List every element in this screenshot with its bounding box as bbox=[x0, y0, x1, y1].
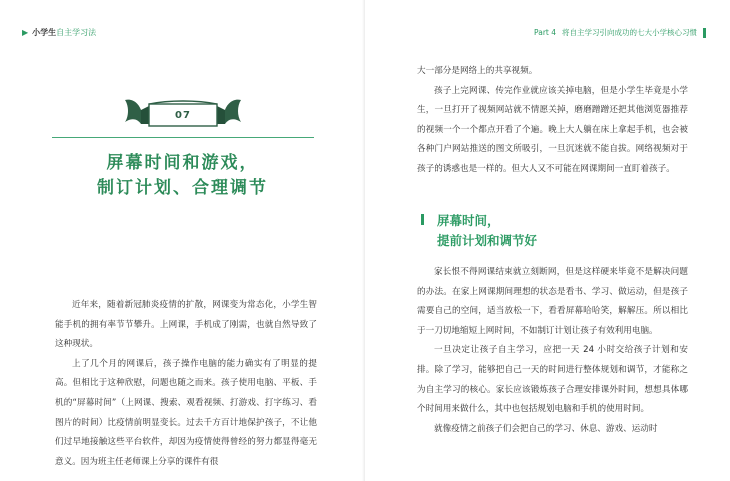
triangle-right-icon: ▶ bbox=[22, 28, 29, 37]
paragraph: 大一部分是网络上的共享视频。 bbox=[417, 66, 538, 76]
chapter-title-line-2: 制订计划、合理调节 bbox=[97, 178, 268, 198]
running-header-left bbox=[22, 27, 96, 38]
left-body-text bbox=[55, 296, 317, 472]
vertical-bar-icon bbox=[703, 28, 706, 38]
paragraph: 一旦决定让孩子自主学习，应把一天 24 小时交给孩子计划和安排。除了学习，能够把自己一天的时间进行整体规划和调节，才能称之为自主学习的核心。家长应该锻炼孩子合理安排课外时间，想想具体哪个时间用来做什么，其中也包括规划电脑和手机的使用时间。 bbox=[417, 345, 688, 415]
header-part-title: 将自主学习引向成功的七大小学核心习惯 bbox=[562, 28, 697, 37]
paragraph: 就像疫情之前孩子们会把自己的学习、休息、游戏、运动时 bbox=[434, 423, 658, 434]
section-heading-line-1: 屏幕时间， bbox=[437, 213, 500, 228]
paragraph: 近年来，随着新冠肺炎疫情的扩散，网课变为常态化，小学生智能手机的拥有率节节攀升。上网课，手机成了刚需，也就自然导致了这种现状。 bbox=[55, 300, 317, 350]
vertical-bar-icon bbox=[421, 214, 424, 225]
chapter-divider bbox=[52, 137, 314, 138]
paragraph: 孩子上完网课、传完作业就应该关掉电脑，但是小学生毕竟是小学生，一旦打开了视频网站就不情愿关掉，磨磨蹭蹭还把其他浏览器推荐的视频一个一个都点开看了个遍。晚上大人躺在床上拿起手机，也会被各种门户网站推送的图文所吸引，一旦沉迷就不能自拔。网络视频对于孩子的诱惑也是一样的。但大人又不可能在网课期间一直盯着孩子。 bbox=[417, 85, 688, 174]
chapter-number: 07 bbox=[175, 110, 191, 121]
right-page bbox=[365, 0, 730, 481]
header-part-label: Part 4 bbox=[534, 28, 556, 37]
right-body-text-top bbox=[417, 62, 688, 180]
chapter-title-line-1: 屏幕时间和游戏， bbox=[106, 153, 259, 173]
section-heading-line-2: 提前计划和调节好 bbox=[437, 233, 538, 248]
header-book-label-strong: 小学生 bbox=[32, 28, 57, 37]
paragraph: 上了几个月的网课后，孩子操作电脑的能力确实有了明显的提高。但相比于这种欣慰，问题也随之而来。孩子使用电脑、平板、手机的“屏幕时间”（上网课、搜索、观看视频、打游戏、打字练习、看图片的时间）比疫情前明显变长。过去千方百计地保护孩子，不让他们过早地接触这些平台软件，却因为疫情使得曾经的努力都显得毫无意义。因为班主任老师课上分享的课件有很 bbox=[55, 358, 317, 467]
running-header-right bbox=[534, 27, 706, 38]
right-body-text-bottom bbox=[417, 263, 688, 439]
chapter-banner bbox=[119, 94, 247, 134]
paragraph: 家长恨不得网课结束就立刻断网，但是这样硬来毕竟不是解决问题的办法。在家上网课期间理想的状态是看书、学习、做运动，但是孩子需要自己的空间，适当放松一下，看看屏幕哈哈笑，解解压。所以相比于一刀切地缩短上网时间，不如制订计划让孩子有效利用电脑。 bbox=[417, 267, 688, 336]
header-book-label: 自主学习法 bbox=[56, 28, 97, 37]
